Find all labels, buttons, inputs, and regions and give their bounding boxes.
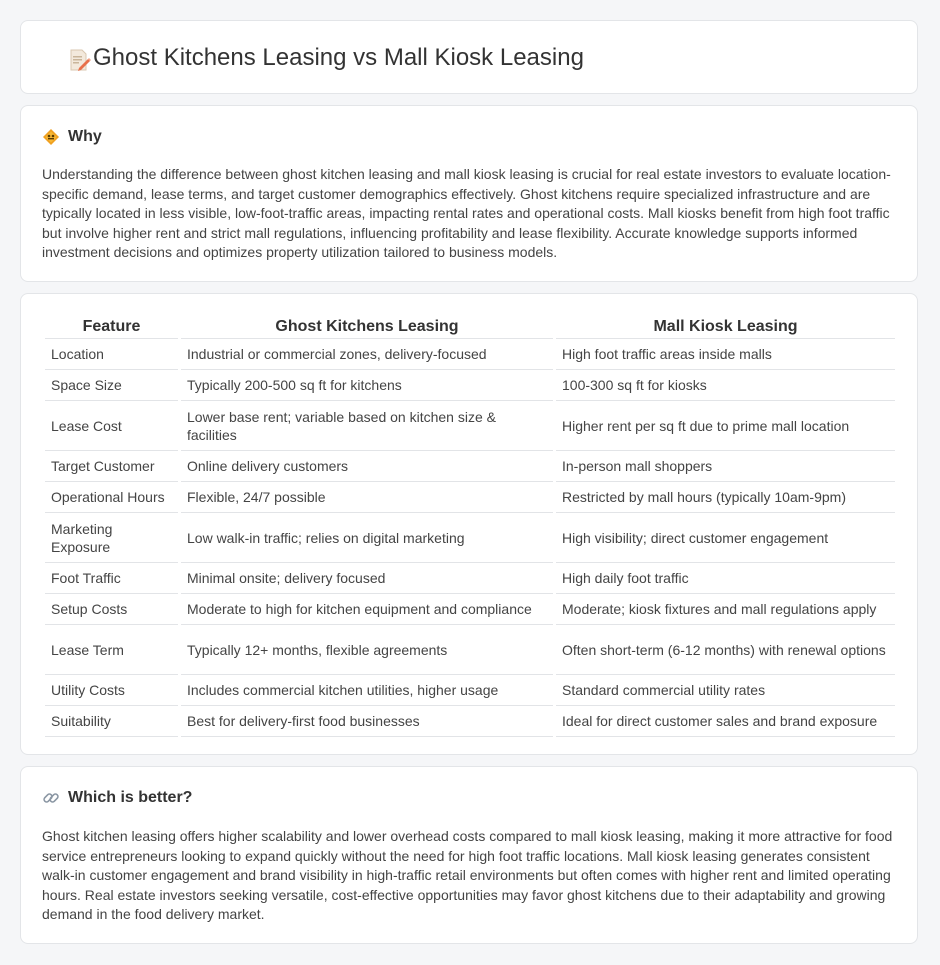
table-header-row bbox=[45, 316, 895, 339]
table-row bbox=[45, 594, 895, 625]
header-ghost-kitchens: Ghost Kitchens Leasing bbox=[181, 316, 553, 339]
feature-cell: Space Size bbox=[45, 370, 178, 401]
ghost-kitchen-cell: Typically 200-500 sq ft for kitchens bbox=[181, 370, 553, 401]
why-text: Understanding the difference between ghost kitchen leasing and mall kiosk leasing is crucial for real estate investors to evaluate location-specific demand, lease terms, and target customer demographics effectively. Ghost kitchens require specialized infrastructure and are typically located in less visible, low-foot-traffic areas, impacting rental rates and operational costs. Mall kiosks benefit from high foot traffic but involve higher rent and strict mall regulations, influencing profitability and lease flexibility. Accurate knowledge supports informed investment decisions and optimizes property utilization tailored to business models. bbox=[42, 166, 891, 261]
comparison-table bbox=[42, 316, 898, 737]
document-pencil-icon bbox=[67, 48, 91, 72]
feature-cell: Foot Traffic bbox=[45, 563, 178, 594]
feature-cell: Setup Costs bbox=[45, 594, 178, 625]
mall-kiosk-cell: In-person mall shoppers bbox=[556, 451, 895, 482]
why-heading-row bbox=[42, 126, 102, 148]
ghost-kitchen-cell: Low walk-in traffic; relies on digital marketing bbox=[181, 513, 553, 563]
title-card bbox=[20, 20, 918, 94]
table-row bbox=[45, 339, 895, 370]
feature-cell: Target Customer bbox=[45, 451, 178, 482]
ghost-kitchen-cell: Moderate to high for kitchen equipment and compliance bbox=[181, 594, 553, 625]
link-icon bbox=[42, 789, 60, 807]
table-row bbox=[45, 401, 895, 451]
table-row bbox=[45, 370, 895, 401]
mall-kiosk-cell: Higher rent per sq ft due to prime mall location bbox=[556, 401, 895, 451]
mall-kiosk-cell: Moderate; kiosk fixtures and mall regulations apply bbox=[556, 594, 895, 625]
table-row bbox=[45, 513, 895, 563]
table-row bbox=[45, 482, 895, 513]
table-row bbox=[45, 675, 895, 706]
mall-kiosk-cell: Standard commercial utility rates bbox=[556, 675, 895, 706]
feature-cell: Operational Hours bbox=[45, 482, 178, 513]
table-row bbox=[45, 706, 895, 737]
ghost-kitchen-cell: Industrial or commercial zones, delivery-focused bbox=[181, 339, 553, 370]
mall-kiosk-cell: High foot traffic areas inside malls bbox=[556, 339, 895, 370]
feature-cell: Suitability bbox=[45, 706, 178, 737]
comparison-card bbox=[20, 293, 918, 755]
table-row bbox=[45, 625, 895, 675]
table-row bbox=[45, 451, 895, 482]
header-mall-kiosk: Mall Kiosk Leasing bbox=[556, 316, 895, 339]
feature-cell: Utility Costs bbox=[45, 675, 178, 706]
header-feature: Feature bbox=[45, 316, 178, 339]
page-title: Ghost Kitchens Leasing vs Mall Kiosk Leasing bbox=[93, 44, 584, 71]
better-heading-row bbox=[42, 787, 192, 809]
better-heading: Which is better? bbox=[68, 789, 193, 806]
ghost-kitchen-cell: Online delivery customers bbox=[181, 451, 553, 482]
mall-kiosk-cell: Ideal for direct customer sales and brand exposure bbox=[556, 706, 895, 737]
mall-kiosk-cell: 100-300 sq ft for kiosks bbox=[556, 370, 895, 401]
mall-kiosk-cell: High daily foot traffic bbox=[556, 563, 895, 594]
feature-cell: Location bbox=[45, 339, 178, 370]
why-section bbox=[20, 105, 918, 282]
ghost-kitchen-cell: Minimal onsite; delivery focused bbox=[181, 563, 553, 594]
feature-cell: Lease Term bbox=[45, 625, 178, 675]
ghost-kitchen-cell: Best for delivery-first food businesses bbox=[181, 706, 553, 737]
mall-kiosk-cell: Restricted by mall hours (typically 10am-9pm) bbox=[556, 482, 895, 513]
table-row bbox=[45, 563, 895, 594]
ghost-kitchen-cell: Typically 12+ months, flexible agreements bbox=[181, 625, 553, 675]
ghost-kitchen-cell: Includes commercial kitchen utilities, higher usage bbox=[181, 675, 553, 706]
ghost-kitchen-cell: Flexible, 24/7 possible bbox=[181, 482, 553, 513]
feature-cell: Marketing Exposure bbox=[45, 513, 178, 563]
diamond-sign-icon bbox=[42, 128, 60, 146]
mall-kiosk-cell: Often short-term (6-12 months) with renewal options bbox=[556, 625, 895, 675]
feature-cell: Lease Cost bbox=[45, 401, 178, 451]
mall-kiosk-cell: High visibility; direct customer engagement bbox=[556, 513, 895, 563]
ghost-kitchen-cell: Lower base rent; variable based on kitchen size & facilities bbox=[181, 401, 553, 451]
better-text: Ghost kitchen leasing offers higher scalability and lower overhead costs compared to mall kiosk leasing, making it more attractive for food service entrepreneurs looking to expand quickly without the need for high foot traffic locations. Mall kiosk leasing generates consistent walk-in customer engagement and brand visibility in high-traffic retail environments but often comes with higher rent and limited operating hours. Real estate investors seeking versatile, cost-effective opportunities may favor ghost kitchens due to their adaptability and growing demand in the food delivery market. bbox=[42, 828, 893, 923]
which-is-better-section bbox=[20, 766, 918, 944]
why-heading: Why bbox=[68, 128, 102, 145]
